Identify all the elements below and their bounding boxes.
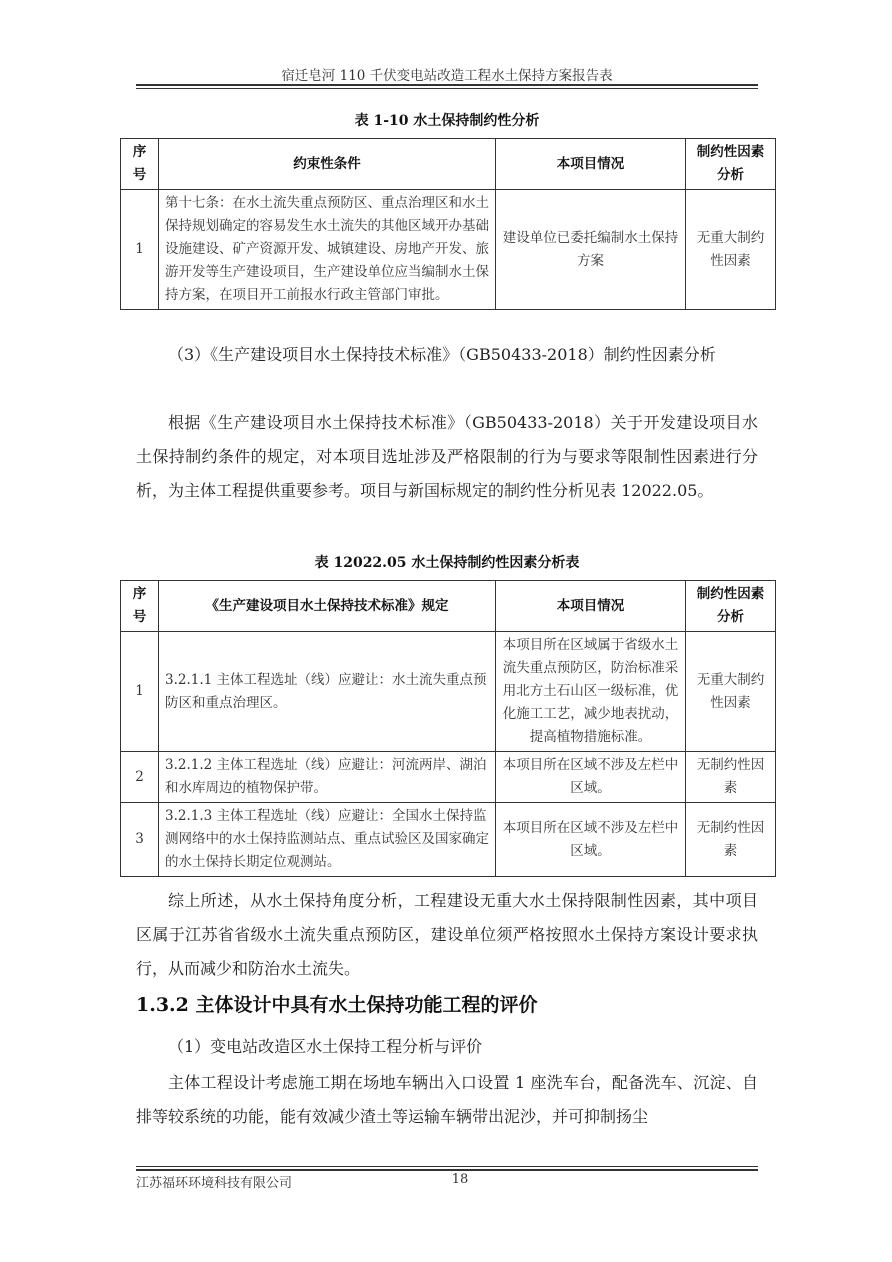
paragraph-standard-title: （3）《生产建设项目水土保持技术标准》（GB50433-2018）制约性因素分析: [168, 345, 716, 364]
table2-cell-analysis: 无制约性因素: [686, 752, 776, 803]
table2-cell-rule: 3.2.1.3 主体工程选址（线）应避让：全国水土保持监测网络中的水土保持监测站点、重点试验区及国家确定的水土保持长期定位观测站。: [159, 803, 496, 877]
table1-header-no: 序号: [121, 139, 159, 190]
table1-cell-condition: 第十七条：在水土流失重点预防区、重点治理区和水土保持规划确定的容易发生水土流失的其他区域开办基础设施建设、矿产资源开发、城镇建设、房地产开发、旅游开发等生产建设项目，生产建设单位应当编制水土保持方案，在项目开工前报水行政主管部门审批。: [159, 190, 496, 310]
table2-header-analysis: 制约性因素分析: [686, 581, 776, 632]
table2-header-row: [121, 581, 776, 632]
table2-header-situation: 本项目情况: [496, 581, 686, 632]
table1-header-situation: 本项目情况: [496, 139, 686, 190]
table2-cell-no: 3: [121, 803, 159, 877]
table2-caption: 表 12022.05 水土保持制约性因素分析表: [314, 555, 580, 571]
table1-cell-no: 1: [121, 190, 159, 310]
table-row: [121, 632, 776, 752]
table2-cell-situation: 本项目所在区域不涉及左栏中区域。: [496, 752, 686, 803]
section-heading: 1.3.2 主体设计中具有水土保持功能工程的评价: [136, 994, 538, 1016]
table2-cell-situation: 本项目所在区域不涉及左栏中区域。: [496, 803, 686, 877]
table2-cell-no: 1: [121, 632, 159, 752]
footer-company: 江苏福环环境科技有限公司: [136, 1176, 293, 1191]
table2-cell-analysis: 无重大制约性因素: [686, 632, 776, 752]
table1-header-condition: 约束性条件: [159, 139, 496, 190]
table1-header-analysis: 制约性因素分析: [686, 139, 776, 190]
page-number: 18: [451, 1172, 469, 1187]
header-rule-thin: [136, 88, 758, 89]
table2-cell-analysis: 无制约性因素: [686, 803, 776, 877]
paragraph-summary: 综上所述，从水土保持角度分析，工程建设无重大水土保持限制性因素，其中项目区属于江苏省省级水土流失重点预防区，建设单位须严格按照水土保持方案设计要求执行，从而减少和防治水土流失。: [136, 891, 758, 978]
running-header: 宿迁皂河 110 千伏变电站改造工程水土保持方案报告表: [281, 68, 613, 84]
table2-factor-analysis: [120, 580, 776, 877]
table2-cell-situation: 本项目所在区域属于省级水土流失重点预防区，防治标准采用北方土石山区一级标准，优化施工工艺，减少地表扰动，提高植物措施标准。: [496, 632, 686, 752]
table-row: [121, 803, 776, 877]
table1-cell-situation: 建设单位已委托编制水土保持方案: [496, 190, 686, 310]
paragraph-subsection-title: （1）变电站改造区水土保持工程分析与评价: [168, 1037, 483, 1056]
table1-cell-analysis: 无重大制约性因素: [686, 190, 776, 310]
table2-cell-rule: 3.2.1.1 主体工程选址（线）应避让：水土流失重点预防区和重点治理区。: [159, 632, 496, 752]
table2-header-rule: 《生产建设项目水土保持技术标准》规定: [159, 581, 496, 632]
paragraph-body: 主体工程设计考虑施工期在场地车辆出入口设置 1 座洗车台，配备洗车、沉淀、自排等较系统的功能，能有效减少渣土等运输车辆带出泥沙，并可抑制扬尘: [136, 1073, 758, 1126]
table1-constraint-analysis: [120, 138, 776, 310]
table1-caption: 表 1-10 水土保持制约性分析: [354, 113, 540, 129]
table1-header-row: [121, 139, 776, 190]
table-row: [121, 752, 776, 803]
table2-cell-rule: 3.2.1.2 主体工程选址（线）应避让：河流两岸、湖泊和水库周边的植物保护带。: [159, 752, 496, 803]
paragraph-standard-intro: 根据《生产建设项目水土保持技术标准》（GB50433-2018）关于开发建设项目水土保持制约条件的规定，对本项目选址涉及严格限制的行为与要求等限制性因素进行分析，为主体工程提供重要参考。项目与新国标规定的制约性分析见表 12022.05。: [136, 413, 758, 500]
footer-rule: [136, 1169, 758, 1171]
table2-cell-no: 2: [121, 752, 159, 803]
header-rule: [136, 84, 758, 86]
table2-header-no: 序号: [121, 581, 159, 632]
table-row: [121, 190, 776, 310]
footer-rule-thin: [136, 1166, 758, 1167]
